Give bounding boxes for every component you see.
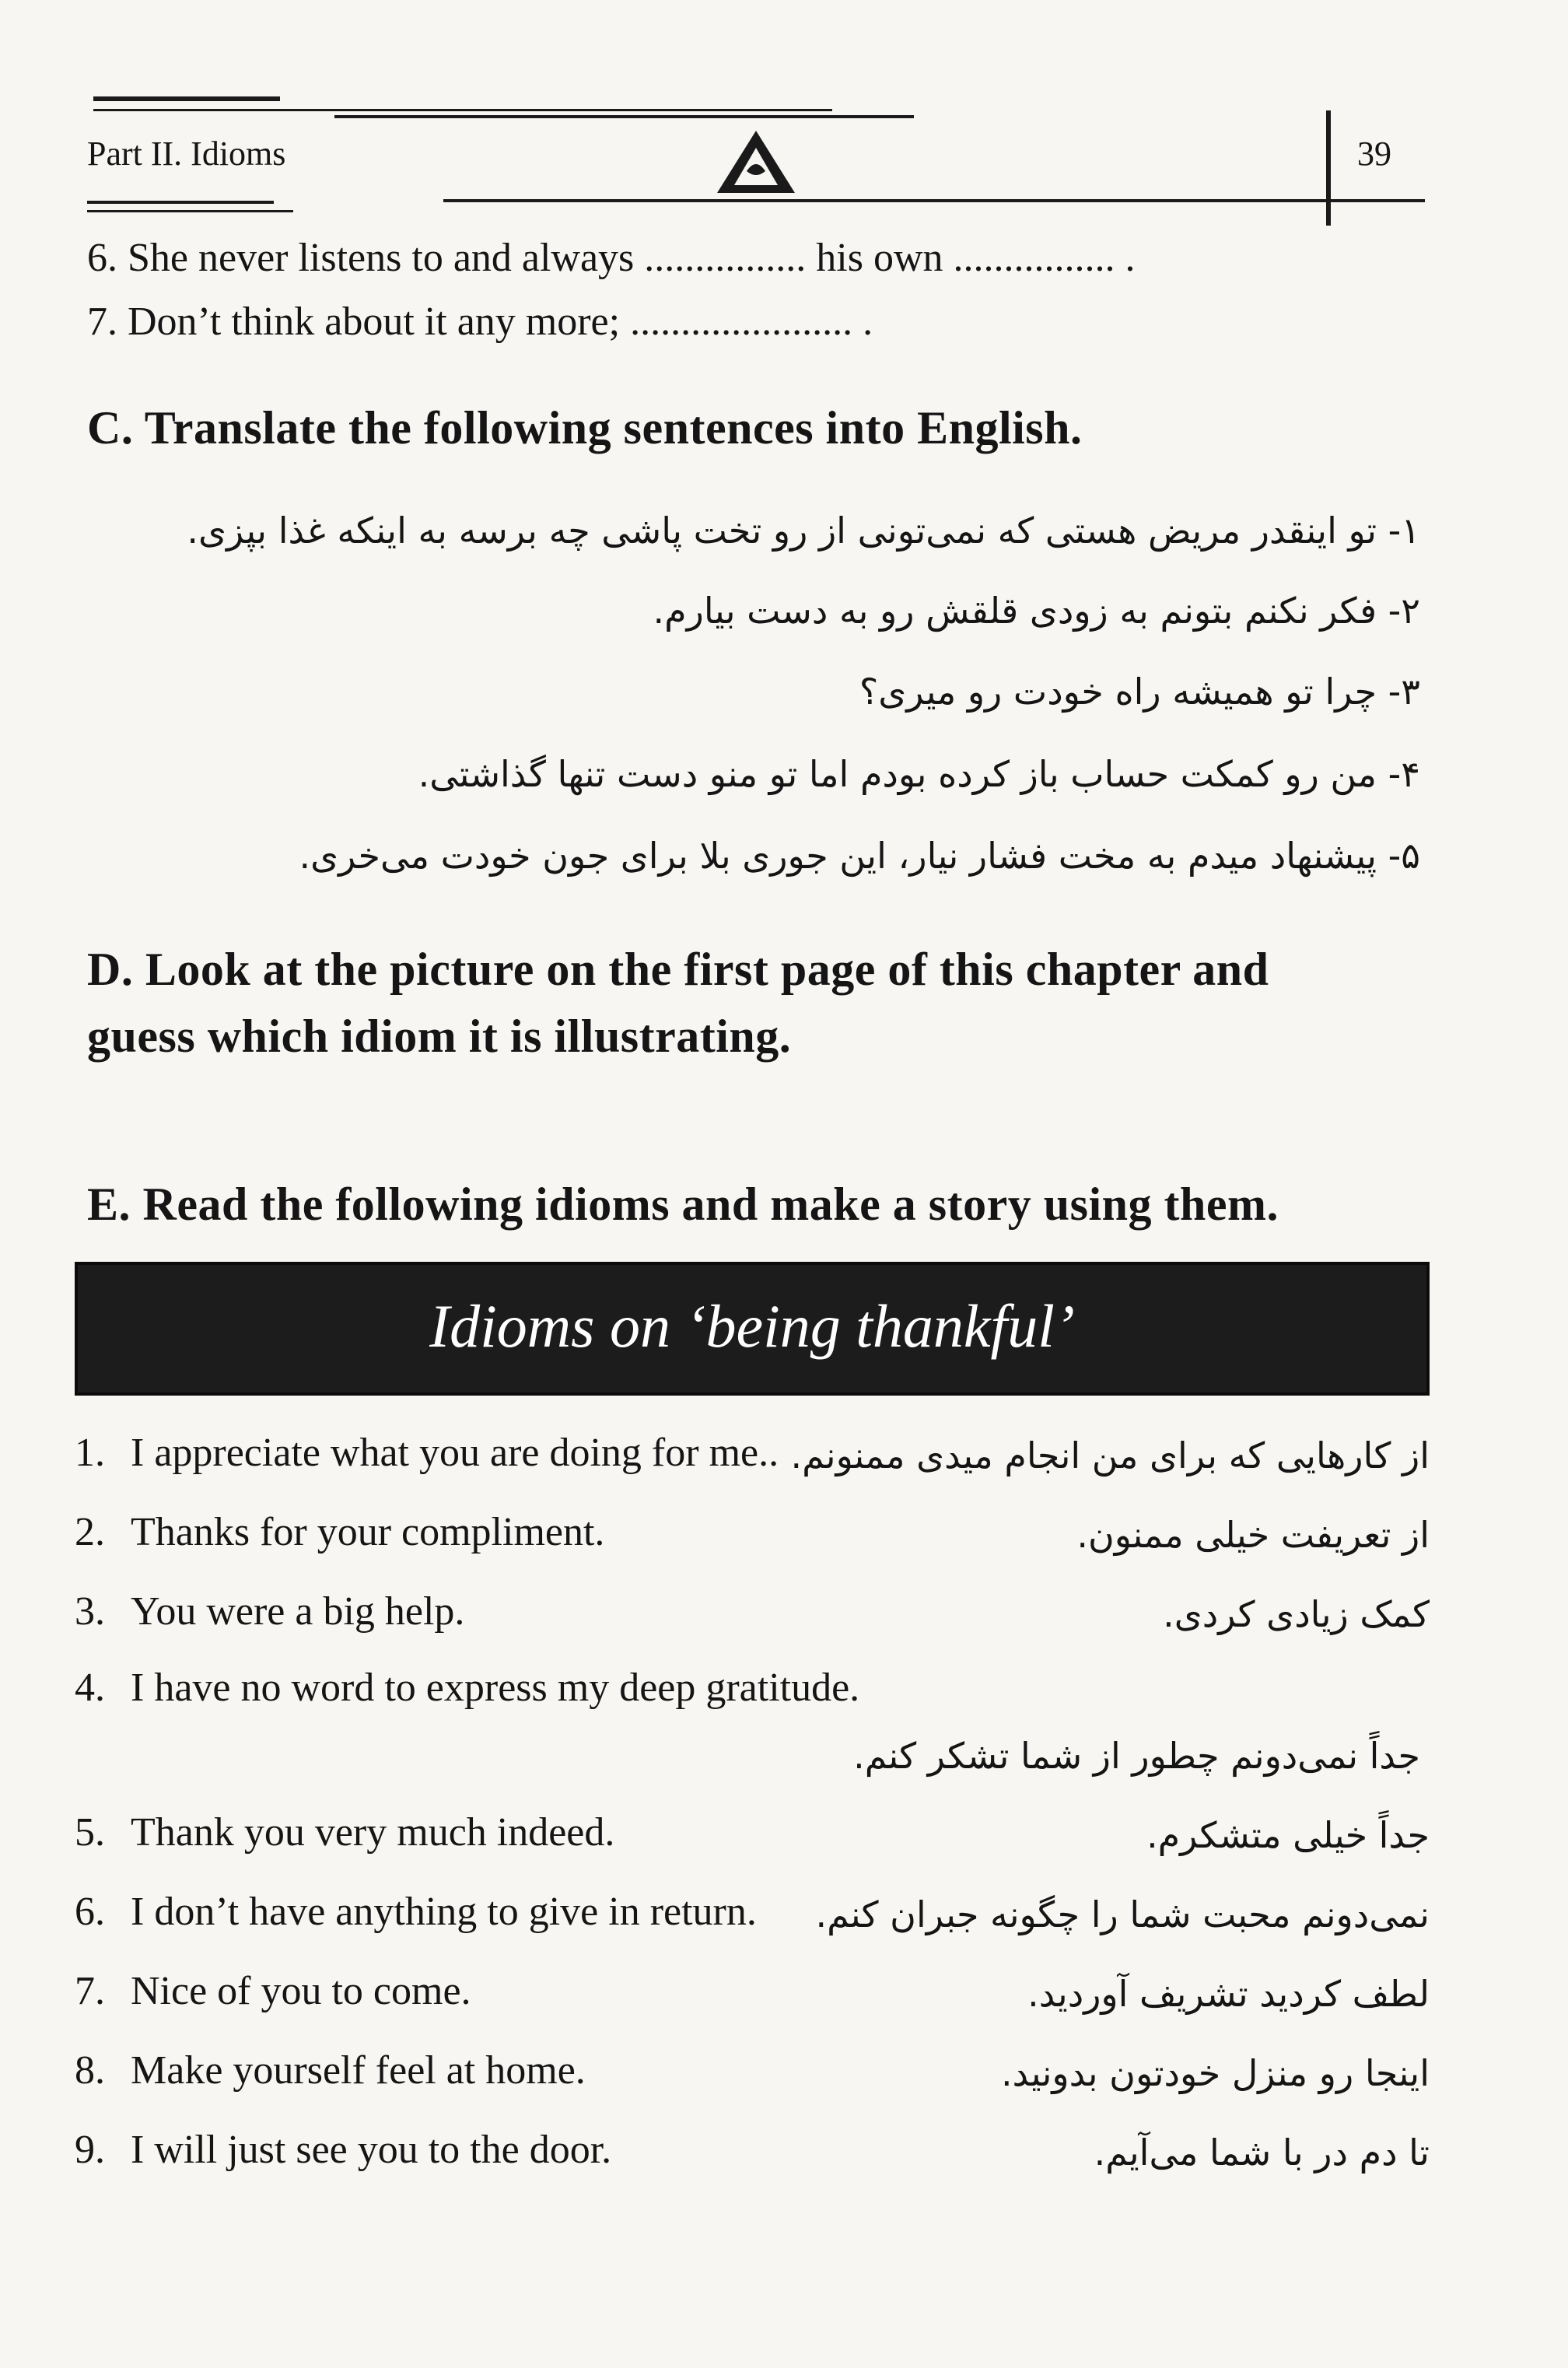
idiom-number: 8. bbox=[75, 2048, 105, 2093]
persian-sentence: ۵- پیشنهاد میدم به مخت فشار نیار، این جوری بلا برای جون خودت می‌خری. bbox=[299, 835, 1420, 877]
idiom-number: 7. bbox=[75, 1969, 105, 2013]
idiom-persian: اینجا رو منزل خودتون بدونید. bbox=[1000, 2052, 1430, 2094]
idiom-english: Nice of you to come. bbox=[131, 1969, 471, 2013]
idiom-item bbox=[75, 1968, 1430, 2023]
idiom-english: I have no word to express my deep gratitude. bbox=[131, 1666, 860, 1710]
persian-sentence: ۴- من رو کمکت حساب باز کرده بودم اما تو منو دست تنها گذاشتی. bbox=[418, 753, 1420, 795]
idioms-banner-title: Idioms on ‘being thankful’ bbox=[429, 1292, 1075, 1360]
idiom-persian: تا دم در با شما می‌آیم. bbox=[1094, 2132, 1430, 2174]
persian-sentence: ۳- چرا تو همیشه راه خودت رو میری؟ bbox=[859, 671, 1420, 713]
idiom-persian: لطف کردید تشریف آوردید. bbox=[1027, 1973, 1430, 2015]
idiom-persian: جداً نمی‌دونم چطور از شما تشکر کنم. bbox=[853, 1735, 1420, 1777]
idioms-banner bbox=[75, 1262, 1430, 1396]
running-title: Part II. Idioms bbox=[87, 135, 286, 173]
idiom-persian: از کارهایی که برای من انجام میدی ممنونم. bbox=[790, 1434, 1430, 1476]
page-number: 39 bbox=[1357, 135, 1391, 173]
header-rule bbox=[87, 201, 274, 204]
section-d-heading: guess which idiom it is illustrating. bbox=[87, 1011, 792, 1062]
idiom-english: I don’t have anything to give in return. bbox=[131, 1890, 757, 1934]
idiom-persian: کمک زیادی کردی. bbox=[1163, 1593, 1430, 1635]
idiom-number: 2. bbox=[75, 1510, 105, 1554]
idiom-english: Make yourself feel at home. bbox=[131, 2048, 586, 2093]
idiom-number: 6. bbox=[75, 1890, 105, 1934]
idiom-english: I will just see you to the door. bbox=[131, 2128, 612, 2172]
idiom-persian: از تعریفت خیلی ممنون. bbox=[1076, 1514, 1430, 1556]
idiom-item bbox=[75, 1809, 1430, 1864]
header-rule bbox=[93, 96, 280, 101]
idiom-english: Thanks for your compliment. bbox=[131, 1510, 605, 1554]
idiom-persian: جداً خیلی متشکرم. bbox=[1146, 1814, 1430, 1856]
section-e-heading: E. Read the following idioms and make a story using them. bbox=[87, 1179, 1279, 1230]
persian-sentence: ۱- تو اینقدر مریض هستی که نمی‌تونی از رو تخت پاشی چه برسه به اینکه غذا بپزی. bbox=[187, 510, 1420, 552]
exercise-line: 6. She never listens to and always ................ his own ................ . bbox=[87, 236, 1136, 280]
idiom-item bbox=[75, 1430, 1430, 1484]
header-rule bbox=[87, 210, 293, 212]
idiom-item bbox=[75, 1509, 1430, 1564]
idiom-english: You were a big help. bbox=[131, 1589, 465, 1634]
idiom-number: 4. bbox=[75, 1666, 105, 1710]
idiom-item bbox=[75, 1889, 1430, 1943]
idiom-persian: نمی‌دونم محبت شما را چگونه جبران کنم. bbox=[815, 1893, 1430, 1935]
idiom-number: 3. bbox=[75, 1589, 105, 1634]
idiom-number: 1. bbox=[75, 1431, 105, 1475]
header-rule bbox=[1326, 110, 1331, 226]
exercise-line: 7. Don’t think about it any more; ...................... . bbox=[87, 300, 873, 344]
idiom-number: 9. bbox=[75, 2128, 105, 2172]
idiom-item bbox=[75, 2047, 1430, 2102]
idiom-item bbox=[75, 2127, 1430, 2181]
header-rule bbox=[93, 109, 832, 111]
section-d-heading: D. Look at the picture on the first page of this chapter and bbox=[87, 944, 1269, 995]
idiom-item bbox=[75, 1665, 1430, 1719]
header-rule bbox=[443, 199, 1425, 202]
header-rule bbox=[334, 115, 914, 118]
idiom-number: 5. bbox=[75, 1810, 105, 1855]
idiom-item bbox=[75, 1589, 1430, 1643]
publisher-logo-icon bbox=[709, 124, 803, 199]
persian-sentence: ۲- فکر نکنم بتونم به زودی قلقش رو به دست بیارم. bbox=[653, 590, 1420, 632]
idiom-english: I appreciate what you are doing for me.. bbox=[131, 1431, 779, 1475]
idiom-english: Thank you very much indeed. bbox=[131, 1810, 615, 1855]
section-c-heading: C. Translate the following sentences into English. bbox=[87, 402, 1083, 454]
